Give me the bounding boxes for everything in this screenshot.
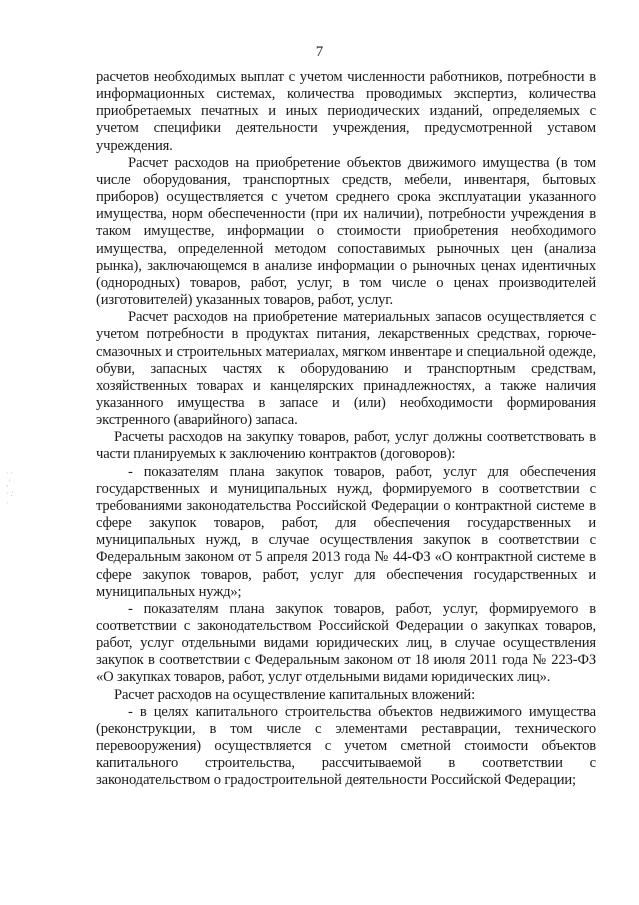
list-item-223-fz: - показателям плана закупок товаров, работ, услуг, формируемого в соответствии с законодательством Российской Федерации о закупках товаров, работ, услуг отдельными видами юридических лиц, в случае осуществления закупок в соответствии с Федеральным законом от 18 июля 2011 года № 223-ФЗ «О закупках товаров, работ, услуг отдельными видами юридических лиц». [96, 600, 596, 686]
scan-artifact: · · ,' · : · [6, 468, 14, 508]
paragraph-material-reserves: Расчет расходов на приобретение материальных запасов осуществляется с учетом потребности в продуктах питания, лекарственных средствах, горюче-смазочных и строительных материалах, мягком инвентаре и специальной одежде, обуви, запасных частях к оборудованию и транспортным средствам, хозяйственных товарах и канцелярских принадлежностях, а также наличия указанного имущества в запасе и (или) необходимости формирования экстренного (аварийного) запаса. [96, 309, 596, 429]
list-item-44-fz: - показателям плана закупок товаров, работ, услуг для обеспечения государственных и муниципальных нужд, формируемого в соответствии с требованиями законодательства Российской Федерации о контрактной системе в сфере закупок товаров, работ, для обеспечения государственных и муниципальных нужд, в случае осуществления закупок в соответствии с Федеральным законом от 5 апреля 2013 года № 44-ФЗ «О контрактной системе в сфере закупок товаров, работ, услуг для обеспечения государственных и муниципальных нужд»; [96, 463, 596, 600]
paragraph-procurement: Расчеты расходов на закупку товаров, работ, услуг должны соответствовать в части планируемых к заключению контрактов (договоров): [96, 429, 596, 463]
paragraph-capital-investments: Расчет расходов на осуществление капитальных вложений: [114, 686, 475, 703]
document-body [96, 69, 596, 790]
list-item-capital-construction: - в целях капитального строительства объектов недвижимого имущества (реконструкции, в том числе с элементами реставрации, технического перевооружения) осуществляется с учетом сметной стоимости объектов капитального строительства, рассчитываемой в соответствии с законодательством о градостроительной деятельности Российской Федерации; [96, 703, 596, 789]
paragraph-calculation-payments: расчетов необходимых выплат с учетом численности работников, потребности в информационных системах, количества проводимых экспертиз, количества приобретаемых печатных и иных периодических изданий, определяемых с учетом специфики деятельности учреждения, предусмотренной уставом учреждения. [96, 69, 596, 154]
paragraph-movable-property: Расчет расходов на приобретение объектов движимого имущества (в том числе оборудования, транспортных средств, мебели, инвентаря, бытовых приборов) осуществляется с учетом среднего срока эксплуатации указанного имущества, норм обеспеченности (при их наличии), потребности учреждения в таком имуществе, информации о стоимости приобретения необходимого имущества, определенной методом сопоставимых рыночных цен (анализа рынка), заключающемся в анализе информации о рыночных ценах идентичных (однородных) товаров, работ, услуг, в том числе о ценах производителей (изготовителей) указанных товаров, работ, услуг. [96, 154, 596, 309]
page-number: 7 [315, 44, 324, 60]
